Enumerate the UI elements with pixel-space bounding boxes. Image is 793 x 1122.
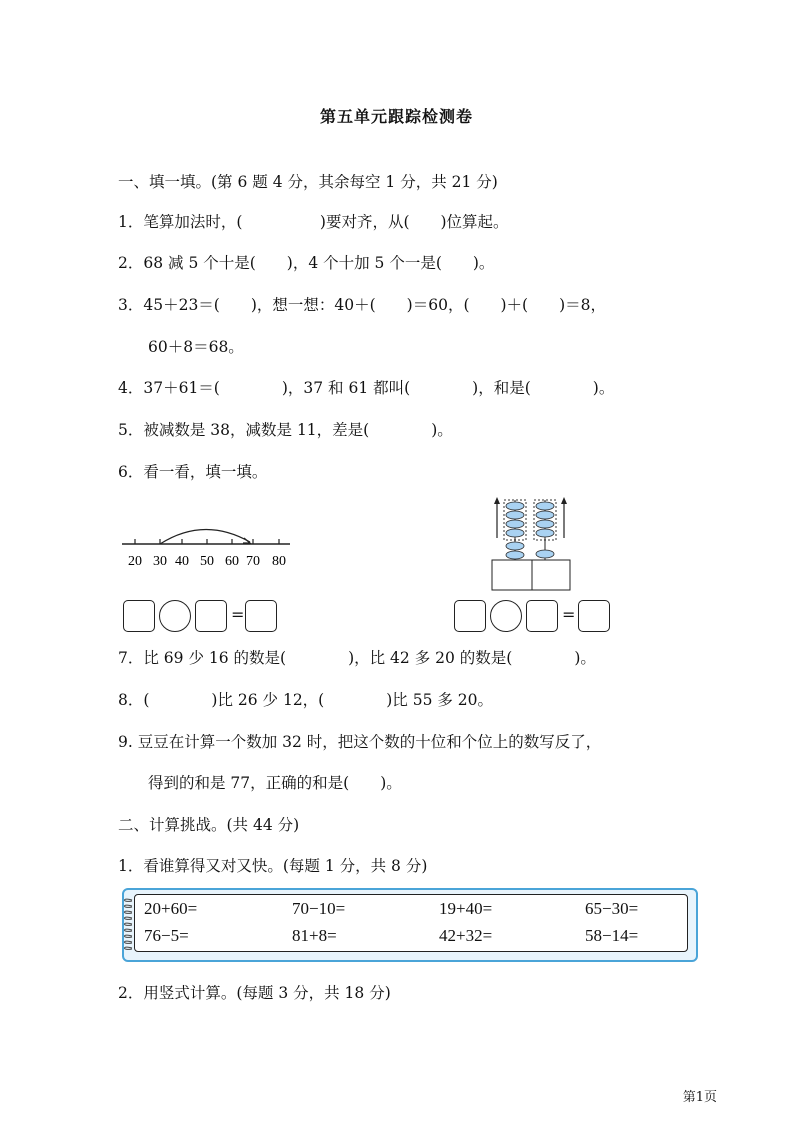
abacus-bead	[536, 520, 554, 528]
abacus-bead	[506, 520, 524, 528]
question-1-6: 6．看一看，填一填。	[118, 463, 268, 481]
page-title: 第五单元跟踪检测卷	[319, 107, 473, 126]
section1-heading: 一、填一填。(第 6 题 4 分，其余每空 1 分，共 21 分)	[118, 173, 498, 191]
operator-circle[interactable]	[490, 600, 522, 632]
section2-heading: 二、计算挑战。(共 44 分)	[118, 816, 300, 834]
tick-label: 50	[200, 554, 214, 569]
question-1-8: 8．( )比 26 少 12，( )比 55 多 20。	[118, 691, 494, 709]
abacus-bead	[506, 502, 524, 510]
notebook-spiral	[120, 896, 134, 952]
page-number: 第1页	[682, 1090, 717, 1105]
question-1-5: 5．被减数是 38，减数是 11，差是( )。	[118, 421, 453, 439]
up-arrow-left-head	[494, 497, 500, 504]
question-1-1: 1．笔算加法时，( )要对齐，从( )位算起。	[118, 213, 509, 231]
equals-sign: =	[562, 605, 576, 624]
spiral-ring	[125, 917, 133, 919]
spiral-ring	[125, 929, 133, 931]
calc-item: 19+40=	[439, 899, 493, 918]
answer-box[interactable]	[526, 600, 558, 632]
jump-arrowhead	[243, 538, 250, 543]
spiral-ring	[125, 941, 133, 943]
tens-label-box	[492, 560, 532, 590]
answer-box[interactable]	[578, 600, 610, 632]
spiral-ring	[125, 935, 133, 937]
abacus-bead	[506, 542, 524, 550]
number-line-svg	[122, 508, 294, 570]
tick-label: 30	[153, 554, 167, 569]
calc-item: 65−30=	[585, 899, 639, 918]
equals-sign: =	[231, 605, 245, 624]
up-arrow-right-head	[561, 497, 567, 504]
calc-item: 58−14=	[585, 926, 639, 945]
abacus-bead	[536, 511, 554, 519]
question-1-7: 7．比 69 少 16 的数是( )，比 42 多 20 的数是( )。	[118, 649, 596, 667]
tick-label: 40	[175, 554, 189, 569]
question-1-9-continued: 得到的和是 77，正确的和是( )。	[148, 774, 402, 792]
abacus-svg	[488, 494, 578, 594]
jump-arc	[160, 529, 250, 544]
answer-box[interactable]	[195, 600, 227, 632]
tick-label: 20	[128, 554, 142, 569]
abacus-figure	[488, 494, 578, 594]
equation-blanks-right	[454, 600, 610, 636]
number-line-figure	[122, 508, 294, 570]
abacus-bead	[506, 529, 524, 537]
abacus-bead	[506, 511, 524, 519]
question-1-2: 2．68 减 5 个十是( )，4 个十加 5 个一是( )。	[118, 254, 495, 272]
calc-item: 20+60=	[144, 899, 198, 918]
answer-box[interactable]	[123, 600, 155, 632]
question-1-3-continued: 60＋8＝68。	[148, 338, 244, 356]
notebook-page	[134, 894, 688, 952]
answer-box[interactable]	[245, 600, 277, 632]
question-1-9: 9. 豆豆在计算一个数加 32 时，把这个数的十位和个位上的数写反了，	[118, 733, 602, 751]
question-2-1: 1．看谁算得又对又快。(每题 1 分，共 8 分)	[118, 857, 428, 875]
abacus-beads	[506, 502, 554, 559]
calc-item: 70−10=	[292, 899, 346, 918]
spiral-ring	[125, 947, 133, 949]
tick-label: 60	[225, 554, 239, 569]
calculation-notebook	[122, 888, 696, 960]
question-1-4: 4．37＋61＝( )，37 和 61 都叫( )，和是( )。	[118, 379, 615, 397]
spiral-ring	[125, 905, 133, 907]
spiral-ring	[125, 923, 133, 925]
abacus-bead	[536, 550, 554, 558]
calc-item: 76−5=	[144, 926, 189, 945]
tick-label: 70	[246, 554, 260, 569]
calc-item: 81+8=	[292, 926, 337, 945]
ones-label-box	[532, 560, 570, 590]
calc-item: 42+32=	[439, 926, 493, 945]
spiral-ring	[125, 899, 133, 901]
question-1-3: 3．45＋23＝( )，想一想：40＋( )＝60，( )＋( )＝8，	[118, 296, 606, 314]
question-2-2: 2．用竖式计算。(每题 3 分，共 18 分)	[118, 984, 391, 1002]
abacus-bead	[536, 529, 554, 537]
abacus-bead	[506, 551, 524, 559]
tick-label: 80	[272, 554, 286, 569]
answer-box[interactable]	[454, 600, 486, 632]
abacus-bead	[536, 502, 554, 510]
equation-blanks-left	[123, 600, 277, 636]
spiral-ring	[125, 911, 133, 913]
operator-circle[interactable]	[159, 600, 191, 632]
